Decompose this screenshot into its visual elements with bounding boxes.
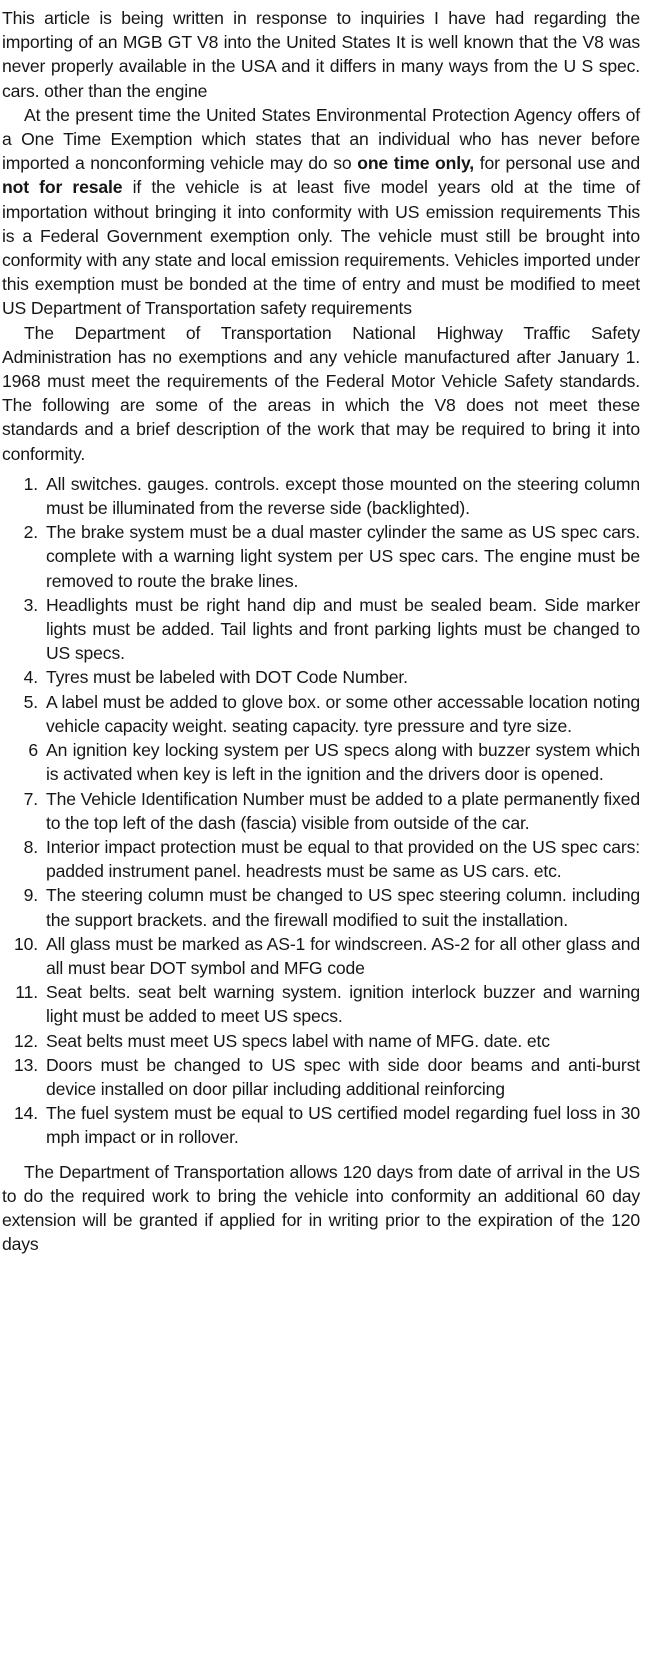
list-item xyxy=(2,472,640,520)
list-item-number: 1. xyxy=(23,473,38,494)
list-item xyxy=(2,520,640,593)
list-item-text: All glass must be marked as AS-1 for windscreen. AS-2 for all other glass and all must bear DOT symbol and MFG code xyxy=(46,933,640,978)
list-item xyxy=(2,1029,640,1053)
list-item xyxy=(2,665,640,689)
list-item-text: Tyres must be labeled with DOT Code Number. xyxy=(46,667,408,688)
list-item-number: 5. xyxy=(23,691,38,712)
requirements-list xyxy=(2,472,640,1150)
not-for-resale-emphasis: not for resale xyxy=(2,177,123,198)
epa-exemption-paragraph xyxy=(2,103,640,321)
list-item-text: An ignition key locking system per US specs along with buzzer system which is activated when key is left in the ignition and the drivers door is opened. xyxy=(46,740,640,785)
list-item-text: The brake system must be a dual master cylinder the same as US spec cars. complete with a warning light system per US spec cars. The engine must be removed to route the brake lines. xyxy=(46,522,640,591)
list-item-text: Seat belts. seat belt warning system. ignition interlock buzzer and warning light must be added to meet US specs. xyxy=(46,982,640,1027)
list-item xyxy=(2,883,640,931)
list-item-text: Headlights must be right hand dip and must be sealed beam. Side marker lights must be added. Tail lights and front parking lights must be changed to US specs. xyxy=(46,594,640,664)
epa-text-part2: for personal use and xyxy=(479,153,640,174)
list-item-text: Interior impact protection must be equal to that provided on the US spec cars: padded instrument panel. headrests must be same as US cars. etc. xyxy=(46,836,640,882)
list-item-text: All switches. gauges. controls. except those mounted on the steering column must be illuminated from the reverse side (backlighted). xyxy=(46,473,640,519)
list-item-number: 12. xyxy=(13,1030,38,1051)
list-item-number: 14. xyxy=(13,1103,38,1124)
list-item-text: Doors must be changed to US spec with side door beams and anti-burst device installed on door pillar including additional reinforcing xyxy=(46,1054,640,1099)
list-item-text: The Vehicle Identification Number must be added to a plate permanently fixed to the top left of the dash (fascia) visible from outside of the car. xyxy=(46,788,640,833)
list-item-text: A label must be added to glove box. or some other accessable location noting vehicle capacity weight. seating capacity. tyre pressure and tyre size. xyxy=(46,691,640,736)
list-item xyxy=(2,932,640,980)
list-item-text: The steering column must be changed to US spec steering column. including the support brackets. and the firewall modified to suit the installation. xyxy=(46,885,640,930)
list-item-number: 9. xyxy=(23,885,38,906)
list-item xyxy=(2,980,640,1028)
list-item xyxy=(2,593,640,666)
list-item-number: 4. xyxy=(23,667,38,688)
list-item-text: Seat belts must meet US specs label with name of MFG. date. etc xyxy=(46,1030,550,1051)
list-item-number: 11. xyxy=(15,982,38,1003)
list-item-number: 10. xyxy=(13,933,38,954)
list-item xyxy=(2,1053,640,1101)
list-item-number: 3. xyxy=(23,594,38,615)
list-item xyxy=(2,835,640,883)
list-item-number: 2. xyxy=(23,522,38,543)
list-item-number: 6 xyxy=(28,740,38,761)
list-item xyxy=(2,1101,640,1149)
list-item-text: The fuel system must be equal to US certified model regarding fuel loss in 30 mph impact or in rollover. xyxy=(46,1103,640,1148)
list-item xyxy=(2,690,640,738)
list-item xyxy=(2,738,640,786)
dot-standards-paragraph: The Department of Transportation National Highway Traffic Safety Administration has no exemptions and any vehicle manufactured after January 1. 1968 must meet the requirements of the Federal Motor Vehicle Safety standards. The following are some of the areas in which the V8 does not meet these standards and a brief description of the work that may be required to bring it into conformity. xyxy=(2,322,640,464)
list-item-number: 7. xyxy=(23,788,38,809)
epa-text-part3: if the vehicle is at least five model years old at the time of importation without bringing it into conformity with US emission requirements This is a Federal Government exemption only. The vehicle must still be brought into conformity with any state and local emission requirements. Vehicles imported under this exemption must be bonded at the time of entry and must be modified to meet US Department of Transportation safety requirements xyxy=(2,177,640,319)
list-item-number: 13. xyxy=(13,1054,38,1075)
one-time-only-emphasis: one time only, xyxy=(357,153,475,174)
list-item xyxy=(2,787,640,835)
list-item-number: 8. xyxy=(23,836,38,857)
intro-paragraph: This article is being written in response to inquiries I have had regarding the importing of an MGB GT V8 into the United States It is well known that the V8 was never properly available in the USA and it differs in many ways from the U S spec. cars. other than the engine xyxy=(2,8,640,101)
closing-paragraph: The Department of Transportation allows 120 days from date of arrival in the US to do the required work to bring the vehicle into conformity an additional 60 day extension will be granted if applied for in writing prior to the expiration of the 120 days xyxy=(2,1161,640,1255)
epa-text-part1: At the present time the United States Environmental Protection Agency offers of a One Time Exemption which states that an individual who has never before imported a nonconforming vehicle may do so xyxy=(2,104,640,174)
